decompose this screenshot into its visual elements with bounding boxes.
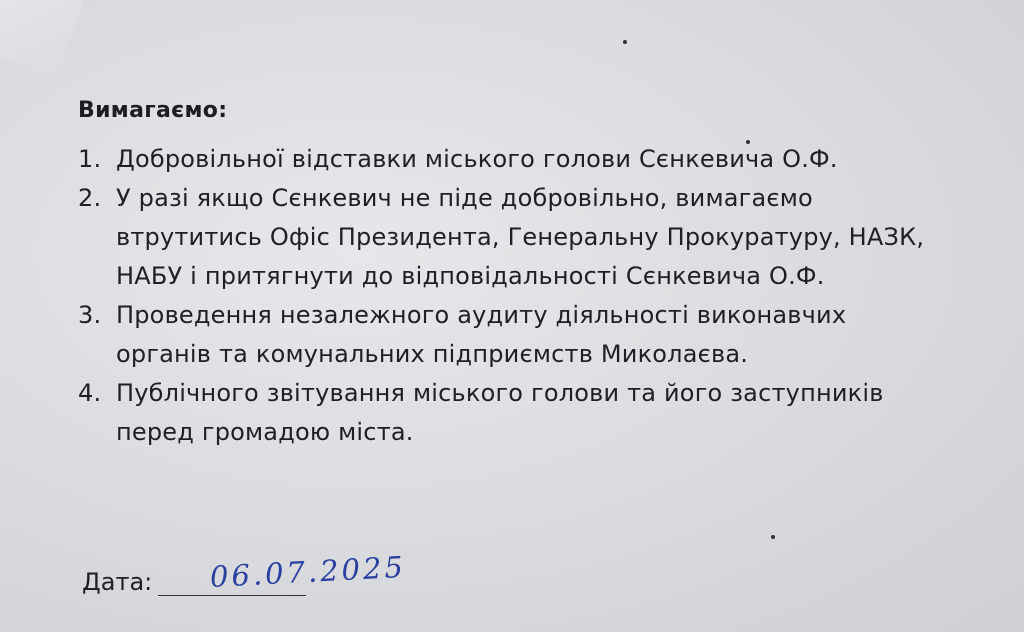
date-label: Дата:: [82, 568, 153, 596]
demand-number: 4.: [78, 379, 102, 407]
demand-text: Добровільної відставки міського голови Сєнкевича О.Ф.: [116, 145, 838, 173]
demand-item: [78, 296, 938, 374]
demands-list: [78, 140, 938, 452]
paper-speck: [746, 140, 750, 144]
demand-number: 3.: [78, 301, 102, 329]
demand-text: Проведення незалежного аудиту діяльності виконавчих органів та комунальних підприємств Миколаєва.: [116, 301, 847, 368]
paper-speck: [771, 535, 775, 539]
demands-heading: Вимагаємо:: [78, 98, 228, 123]
demand-item: [78, 374, 938, 452]
handwritten-date: 06.07.2025: [209, 549, 407, 594]
demand-text: Публічного звітування міського голови та його заступників перед громадою міста.: [116, 379, 884, 446]
demand-item: [78, 140, 938, 179]
demand-number: 2.: [78, 184, 102, 212]
demand-text: У разі якщо Сєнкевич не піде добровільно, вимагаємо втрутитись Офіс Президента, Генеральну Прокуратуру, НАЗК, НАБУ і притягнути до відповідальності Сєнкевича О.Ф.: [116, 184, 925, 290]
demand-item: [78, 179, 938, 296]
paper-corner-shadow: [0, 0, 97, 77]
paper-speck: [623, 40, 627, 44]
demand-number: 1.: [78, 145, 102, 173]
